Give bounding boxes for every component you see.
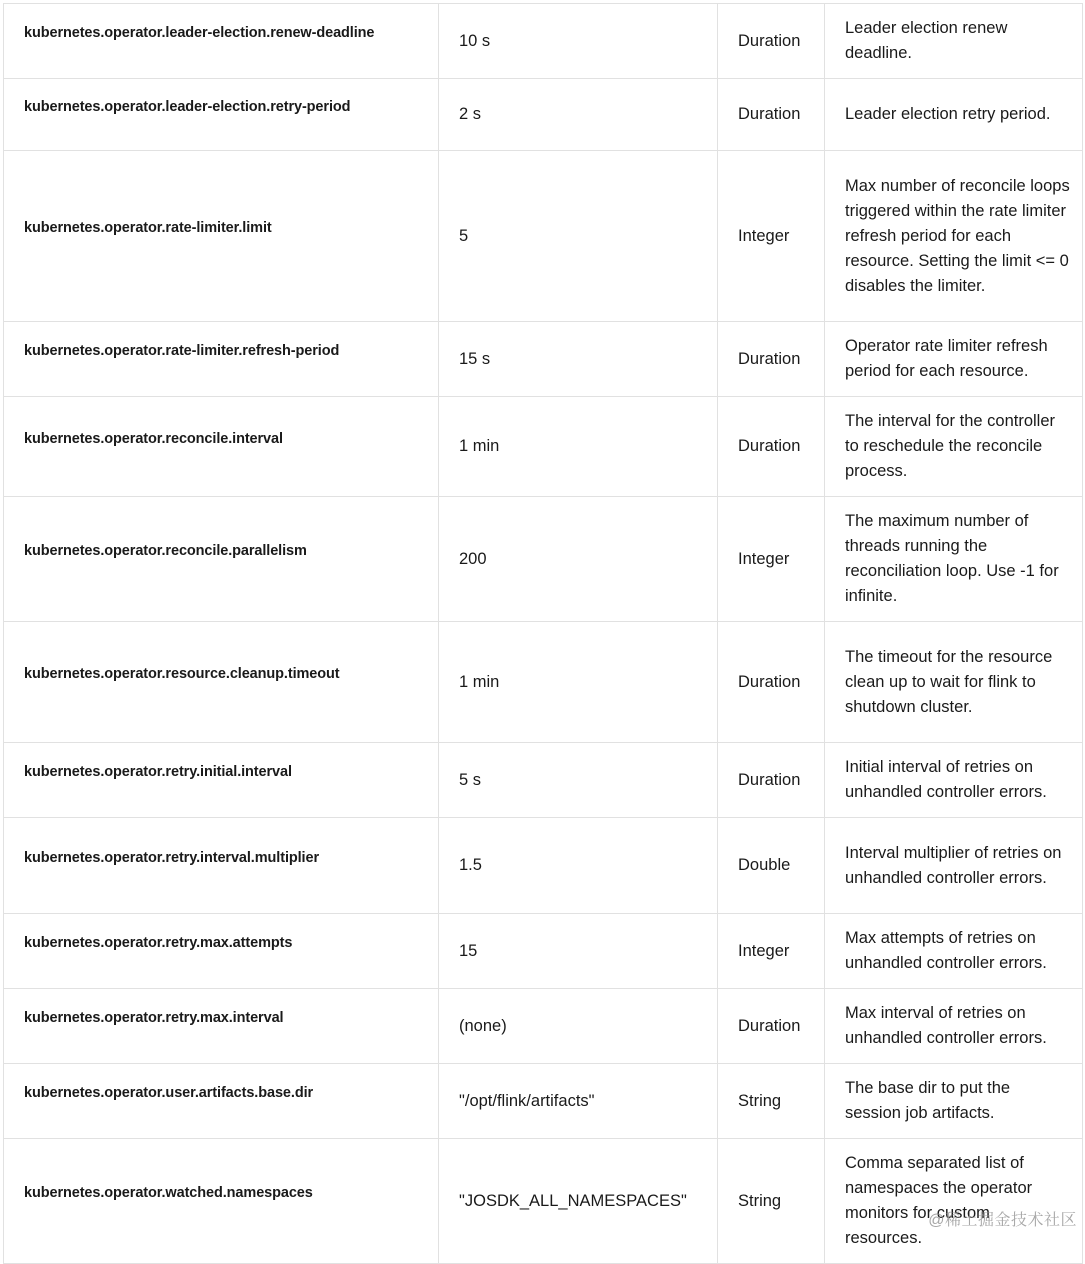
option-type: Integer — [718, 914, 825, 989]
table-row — [4, 4, 1083, 79]
option-description: The timeout for the resource clean up to wait for flink to shutdown cluster. — [825, 622, 1083, 743]
table-row — [4, 79, 1083, 151]
option-type: Duration — [718, 397, 825, 497]
option-default: 5 s — [439, 743, 718, 818]
option-default: 1 min — [439, 622, 718, 743]
table-row — [4, 497, 1083, 622]
table-row — [4, 818, 1083, 914]
option-description: Leader election renew deadline. — [825, 4, 1083, 79]
table-row — [4, 151, 1083, 322]
option-key: kubernetes.operator.rate-limiter.refresh-period — [4, 322, 439, 397]
option-description: Operator rate limiter refresh period for each resource. — [825, 322, 1083, 397]
option-description: Max interval of retries on unhandled controller errors. — [825, 989, 1083, 1064]
option-default: "/opt/flink/artifacts" — [439, 1064, 718, 1139]
option-key: kubernetes.operator.reconcile.interval — [4, 397, 439, 497]
option-description: Max attempts of retries on unhandled controller errors. — [825, 914, 1083, 989]
table-row — [4, 1139, 1083, 1264]
option-key: kubernetes.operator.retry.max.interval — [4, 989, 439, 1064]
option-description: The base dir to put the session job artifacts. — [825, 1064, 1083, 1139]
option-default: 2 s — [439, 79, 718, 151]
option-key: kubernetes.operator.leader-election.renew-deadline — [4, 4, 439, 79]
table-row — [4, 914, 1083, 989]
option-default: (none) — [439, 989, 718, 1064]
option-type: Duration — [718, 622, 825, 743]
option-key: kubernetes.operator.reconcile.parallelism — [4, 497, 439, 622]
option-type: Duration — [718, 989, 825, 1064]
watermark: @稀土掘金技术社区 — [928, 1212, 1077, 1229]
option-key: kubernetes.operator.watched.namespaces — [4, 1139, 439, 1264]
option-default: 5 — [439, 151, 718, 322]
option-default: 15 s — [439, 322, 718, 397]
option-description: Initial interval of retries on unhandled controller errors. — [825, 743, 1083, 818]
option-default: 1.5 — [439, 818, 718, 914]
option-type: Duration — [718, 79, 825, 151]
option-key: kubernetes.operator.retry.max.attempts — [4, 914, 439, 989]
option-type: Integer — [718, 497, 825, 622]
option-default: 1 min — [439, 397, 718, 497]
option-description: Max number of reconcile loops triggered within the rate limiter refresh period for each resource. Setting the limit <= 0 disables the limiter. — [825, 151, 1083, 322]
option-key: kubernetes.operator.user.artifacts.base.dir — [4, 1064, 439, 1139]
config-options-table — [3, 3, 1083, 1264]
option-description: The interval for the controller to reschedule the reconcile process. — [825, 397, 1083, 497]
option-description: Comma separated list of namespaces the operator monitors for custom resources. — [825, 1139, 1083, 1264]
option-key: kubernetes.operator.resource.cleanup.timeout — [4, 622, 439, 743]
table-row — [4, 1064, 1083, 1139]
table-row — [4, 743, 1083, 818]
option-type: String — [718, 1064, 825, 1139]
option-type: String — [718, 1139, 825, 1264]
table-row — [4, 622, 1083, 743]
option-default: 10 s — [439, 4, 718, 79]
option-key: kubernetes.operator.leader-election.retry-period — [4, 79, 439, 151]
table-row — [4, 989, 1083, 1064]
option-type: Duration — [718, 743, 825, 818]
option-key: kubernetes.operator.retry.initial.interval — [4, 743, 439, 818]
option-type: Integer — [718, 151, 825, 322]
option-key: kubernetes.operator.retry.interval.multiplier — [4, 818, 439, 914]
table-row — [4, 322, 1083, 397]
option-key: kubernetes.operator.rate-limiter.limit — [4, 151, 439, 322]
option-type: Duration — [718, 4, 825, 79]
option-type: Duration — [718, 322, 825, 397]
option-default: "JOSDK_ALL_NAMESPACES" — [439, 1139, 718, 1264]
option-type: Double — [718, 818, 825, 914]
option-description: Leader election retry period. — [825, 79, 1083, 151]
option-description: Interval multiplier of retries on unhandled controller errors. — [825, 818, 1083, 914]
option-default: 15 — [439, 914, 718, 989]
table-row — [4, 397, 1083, 497]
option-default: 200 — [439, 497, 718, 622]
option-description: The maximum number of threads running the reconciliation loop. Use -1 for infinite. — [825, 497, 1083, 622]
